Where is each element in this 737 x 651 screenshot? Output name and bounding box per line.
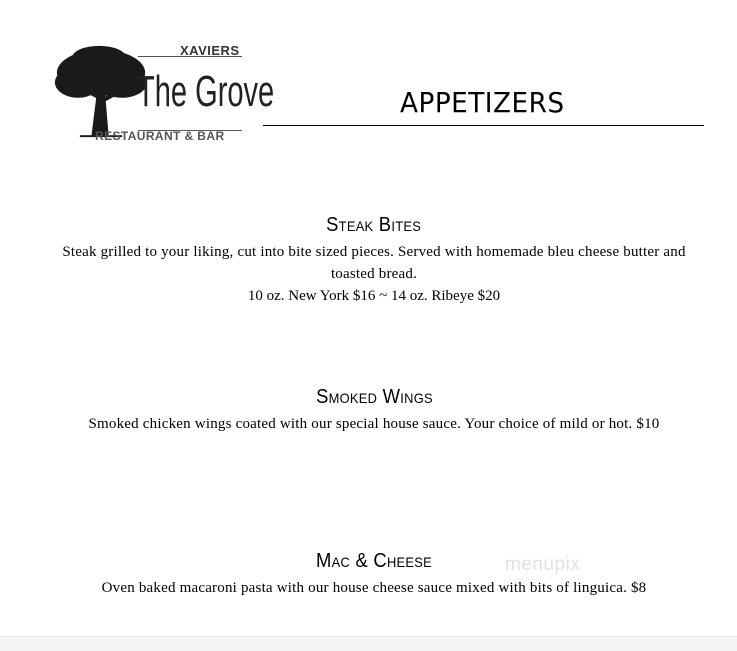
section-title: APPETIZERS (400, 86, 565, 119)
menu-item-name: Smoked Wings (315, 386, 433, 408)
menu-item-description: Steak grilled to your liking, cut into bite sized pieces. Served with homemade bleu cheese butter and toasted bread. (62, 244, 686, 282)
menu-item-description: Smoked chicken wings coated with our special house sauce. Your choice of mild or hot. $10 (88, 416, 660, 432)
restaurant-logo (52, 40, 275, 144)
logo-main-text: The Grove (137, 67, 275, 116)
menu-item-mac-cheese (30, 550, 718, 599)
menu-item-name: Steak Bites (326, 214, 422, 236)
page-bottom-edge (0, 636, 737, 651)
logo-bottom-text: RESTAURANT & BAR (95, 129, 225, 143)
menu-item-smoked-wings (30, 386, 718, 435)
menu-item-name: Mac & Cheese (315, 550, 432, 572)
section-title-rule (263, 125, 704, 126)
menu-item-price: 10 oz. New York $16 ~ 14 oz. Ribeye $20 (247, 288, 501, 304)
tree-icon (52, 44, 150, 140)
menu-item-description: Oven baked macaroni pasta with our house cheese sauce mixed with bits of linguica. $8 (101, 580, 647, 596)
menu-item-steak-bites (30, 214, 718, 307)
logo-top-text: XAVIERS (180, 43, 240, 58)
watermark: menupix (505, 554, 581, 575)
